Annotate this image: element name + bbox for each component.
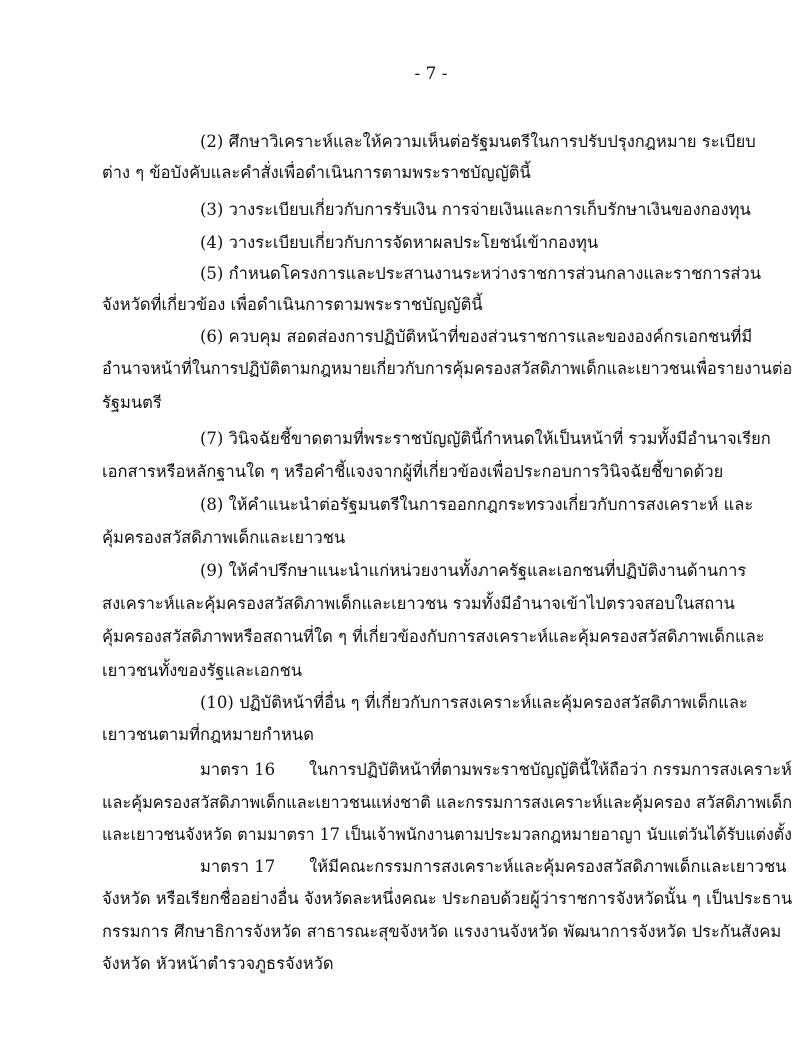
text-line: (2) ศึกษาวิเคราะห์และให้ความเห็นต่อรัฐมนตรีในการปรับปรุงกฎหมาย ระเบียบ xyxy=(200,132,756,151)
text-line: (3) วางระเบียบเกี่ยวกับการรับเงิน การจ่ายเงินและการเก็บรักษาเงินของกองทุน xyxy=(200,200,751,219)
text-line: จังหวัด หรือเรียกชื่ออย่างอื่น จังหวัดละหนึ่งคณะ ประกอบด้วยผู้ว่าราชการจังหวัดนั้น ๆ เป็นประธาน xyxy=(102,889,793,908)
text-line: ต่าง ๆ ข้อบังคับและคำสั่งเพื่อดำเนินการตามพระราชบัญญัตินี้ xyxy=(102,163,531,182)
section-16-line xyxy=(200,759,792,781)
text-line: (7) วินิจฉัยชี้ขาดตามที่พระราชบัญญัตินี้กำหนดให้เป็นหน้าที่ รวมทั้งมีอำนาจเรียก xyxy=(200,429,771,448)
page-number: - 7 - xyxy=(414,64,448,84)
text-line: จังหวัดที่เกี่ยวข้อง เพื่อดำเนินการตามพระราชบัญญัตินี้ xyxy=(102,295,483,314)
text-line: คุ้มครองสวัสดิภาพหรือสถานที่ใด ๆ ที่เกี่ยวข้องกับการสงเคราะห์และคุ้มครองสวัสดิภาพเด็กและ xyxy=(102,627,765,646)
text-line: (8) ให้คำแนะนำต่อรัฐมนตรีในการออกกฎกระทรวงเกี่ยวกับการสงเคราะห์ และ xyxy=(200,495,754,514)
text-line: (10) ปฏิบัติหน้าที่อื่น ๆ ที่เกี่ยวกับการสงเคราะห์และคุ้มครองสวัสดิภาพเด็กและ xyxy=(200,693,748,712)
text-line: และคุ้มครองสวัสดิภาพเด็กและเยาวชนแห่งชาติ และกรรมการสงเคราะห์และคุ้มครอง สวัสดิภาพเด็ก xyxy=(102,793,793,812)
section-heading: มาตรา 16 xyxy=(200,760,276,779)
section-text: ในการปฏิบัติหน้าที่ตามพระราชบัญญัตินี้ให้ถือว่า กรรมการสงเคราะห์ xyxy=(309,760,792,779)
text-line: อำนาจหน้าที่ในการปฏิบัติตามกฎหมายเกี่ยวกับการคุ้มครองสวัสดิภาพเด็กและเยาวชนเพื่อรายงานต่อ xyxy=(102,359,793,378)
text-line: จังหวัด หัวหน้าตำรวจภูธรจังหวัด xyxy=(102,954,334,973)
text-line: คุ้มครองสวัสดิภาพเด็กและเยาวชน xyxy=(102,528,346,547)
text-line: สงเคราะห์และคุ้มครองสวัสดิภาพเด็กและเยาวชน รวมทั้งมีอำนาจเข้าไปตรวจสอบในสถาน xyxy=(102,594,735,613)
text-line: (5) กำหนดโครงการและประสานงานระหว่างราชการส่วนกลางและราชการส่วน xyxy=(200,264,762,283)
text-line: เอกสารหรือหลักฐานใด ๆ หรือคำชี้แจงจากผู้ที่เกี่ยวข้องเพื่อประกอบการวินิจฉัยชี้ขาดด้วย xyxy=(102,462,724,481)
text-line: (6) ควบคุม สอดส่องการปฏิบัติหน้าที่ของส่วนราชการและขององค์กรเอกชนที่มี xyxy=(200,327,753,346)
text-line: รัฐมนตรี xyxy=(102,393,162,412)
text-line: (4) วางระเบียบเกี่ยวกับการจัดหาผลประโยชน์เข้ากองทุน xyxy=(200,233,599,252)
text-line: กรรมการ ศึกษาธิการจังหวัด สาธารณะสุขจังหวัด แรงงานจังหวัด พัฒนาการจังหวัด ประกันสังคม xyxy=(102,922,782,941)
text-line: เยาวชนทั้งของรัฐและเอกชน xyxy=(102,661,303,680)
section-text: ให้มีคณะกรรมการสงเคราะห์และคุ้มครองสวัสดิภาพเด็กและเยาวชน xyxy=(309,857,787,876)
section-heading: มาตรา 17 xyxy=(200,857,276,876)
text-line: (9) ให้คำปรึกษาแนะนำแก่หน่วยงานทั้งภาครัฐและเอกชนที่ปฏิบัติงานด้านการ xyxy=(200,561,747,580)
section-17-line xyxy=(200,856,786,878)
text-line: และเยาวชนจังหวัด ตามมาตรา 17 เป็นเจ้าพนักงานตามประมวลกฎหมายอาญา นับแต่วันได้รับแต่งตั้ง xyxy=(102,825,792,844)
text-line: เยาวชนตามที่กฎหมายกำหนด xyxy=(102,725,314,744)
